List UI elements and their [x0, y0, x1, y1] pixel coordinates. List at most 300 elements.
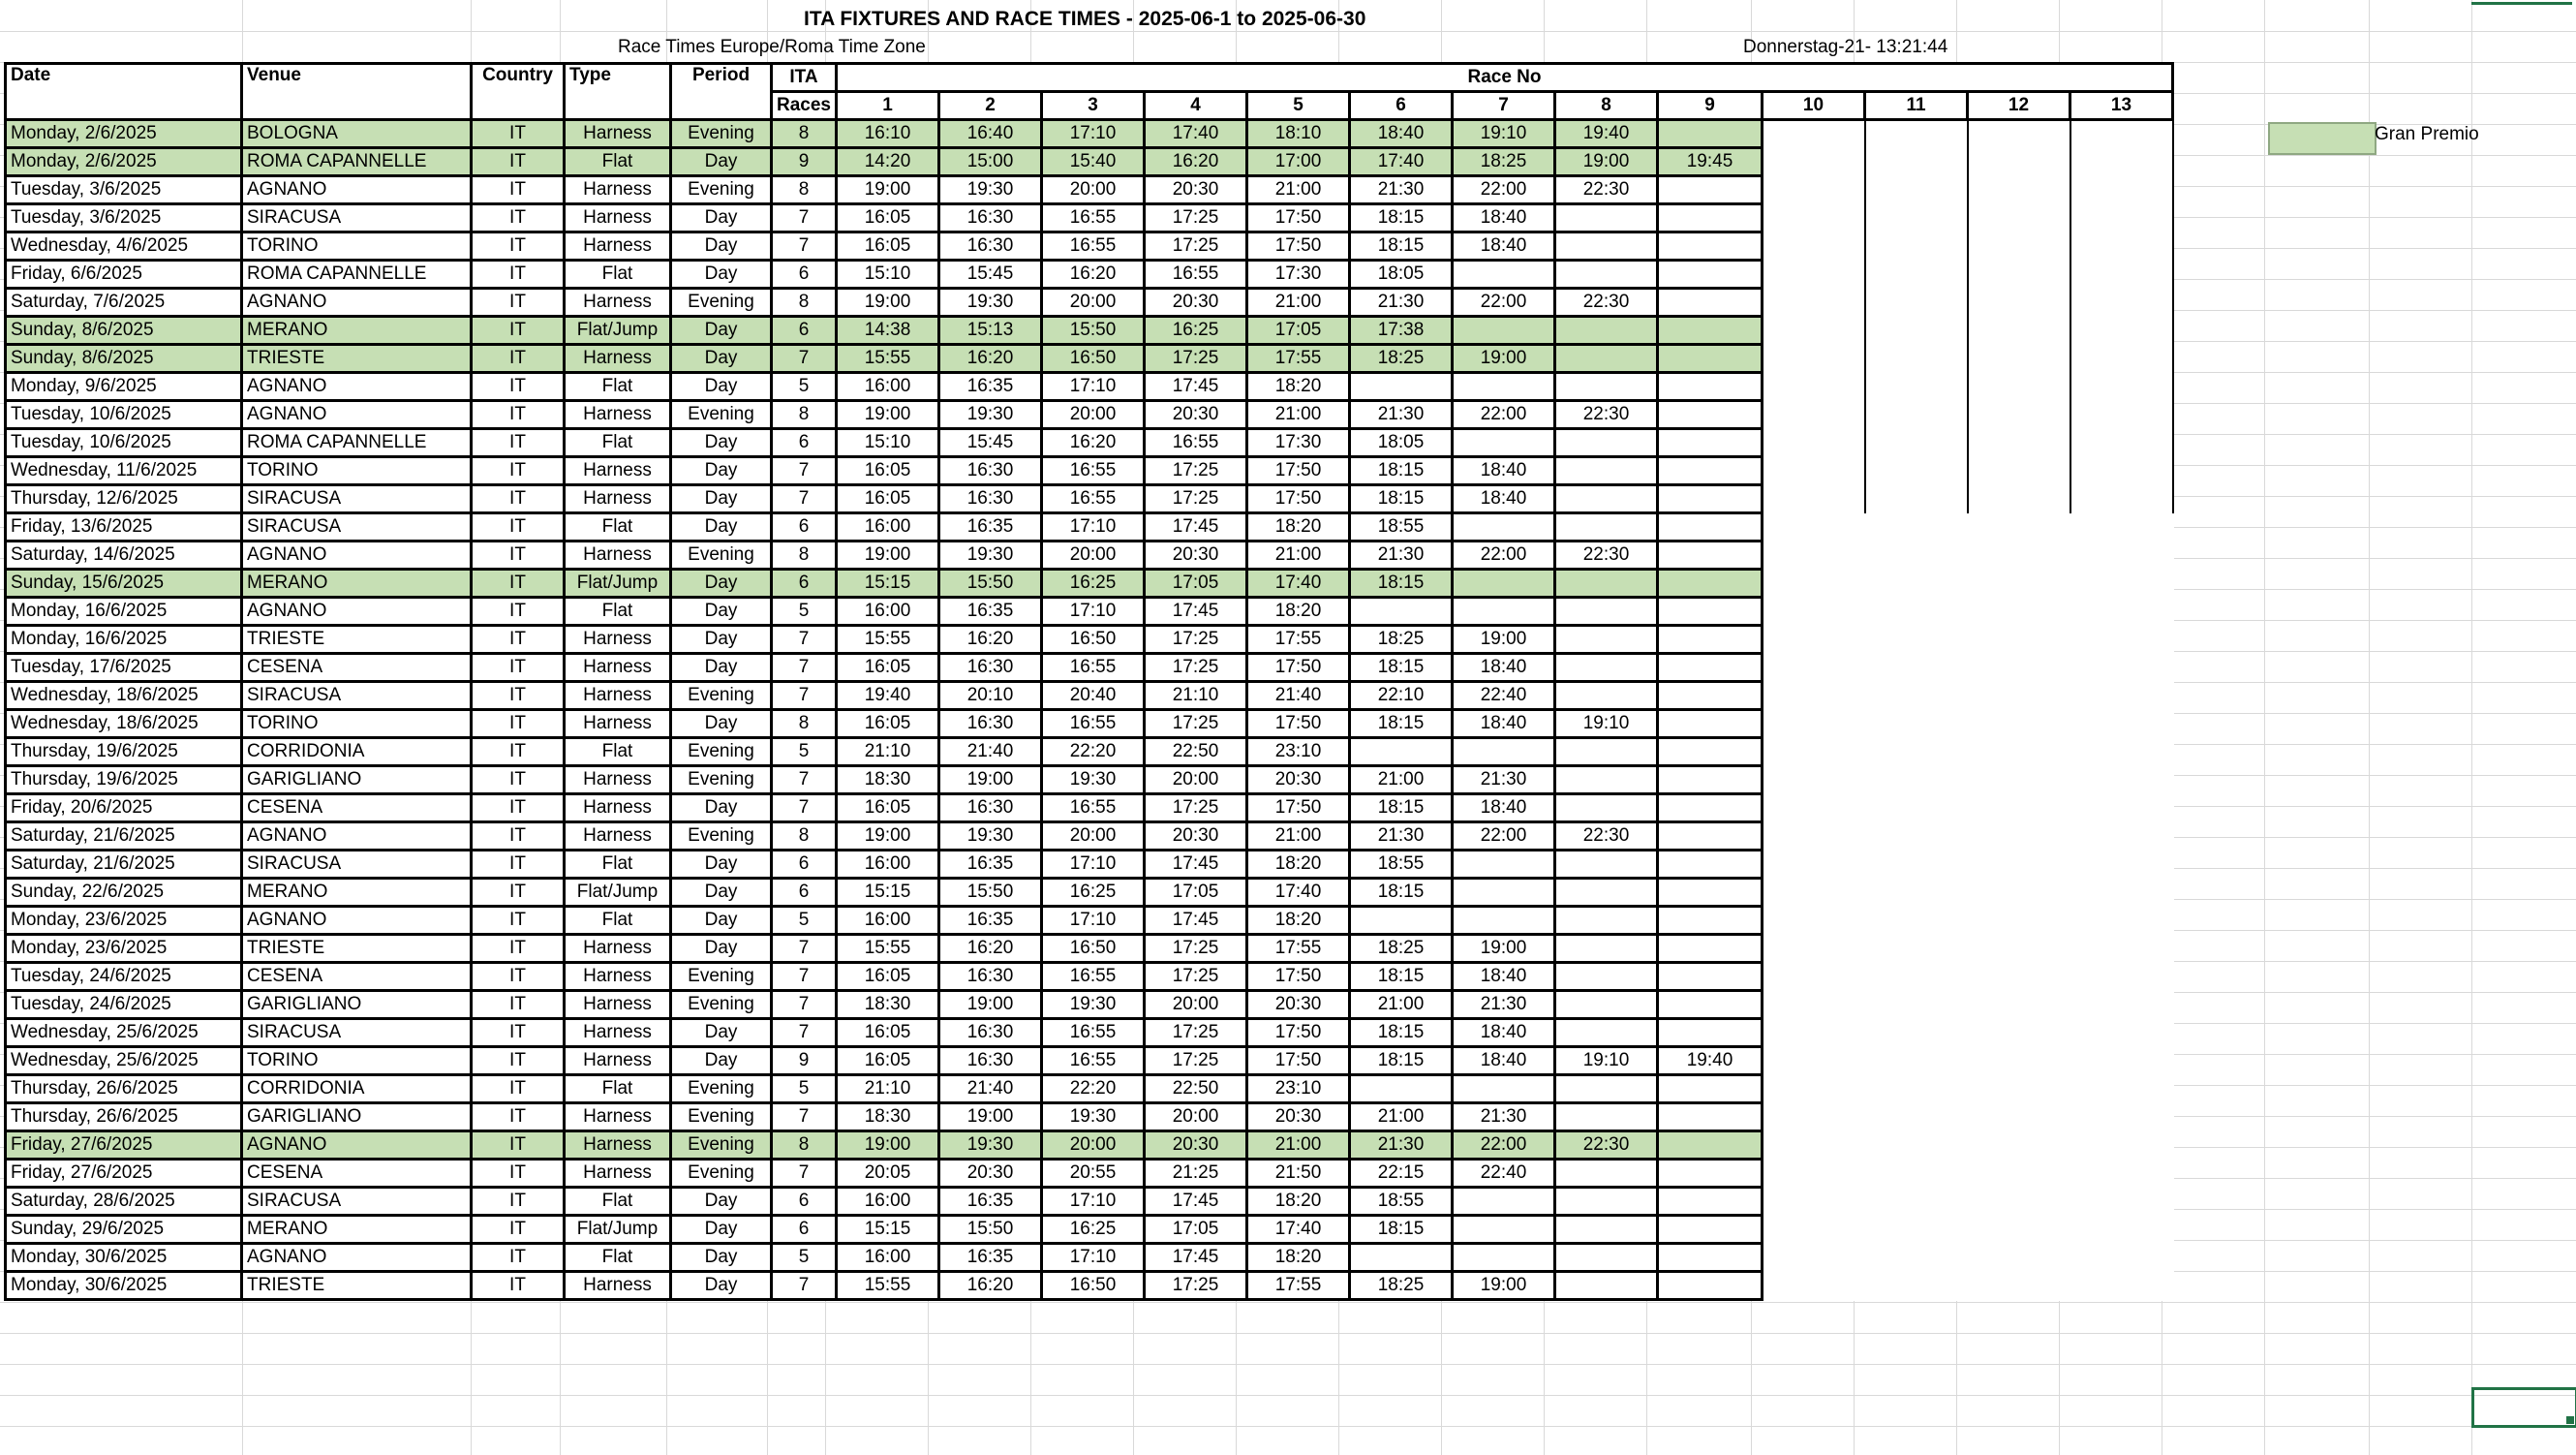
- race-time-cell[interactable]: 18:20: [1247, 907, 1350, 935]
- type-cell[interactable]: Harness: [565, 963, 671, 991]
- venue-cell[interactable]: AGNANO: [242, 1131, 472, 1160]
- race-time-cell[interactable]: 19:00: [837, 289, 939, 317]
- empty-race-cell[interactable]: [1968, 401, 2070, 429]
- type-cell[interactable]: Flat/Jump: [565, 570, 671, 598]
- empty-race-cell[interactable]: [1763, 1244, 1865, 1272]
- empty-race-cell[interactable]: [1968, 851, 2070, 879]
- races-cell[interactable]: 7: [772, 345, 837, 373]
- race-time-cell[interactable]: 16:35: [939, 1244, 1042, 1272]
- races-cell[interactable]: 9: [772, 148, 837, 176]
- empty-race-cell[interactable]: [1968, 1047, 2070, 1075]
- empty-race-cell[interactable]: [1968, 766, 2070, 794]
- race-time-cell[interactable]: 18:55: [1350, 851, 1453, 879]
- venue-cell[interactable]: ROMA CAPANNELLE: [242, 148, 472, 176]
- header-race-3[interactable]: 3: [1042, 92, 1145, 120]
- race-time-cell[interactable]: [1658, 1216, 1763, 1244]
- race-time-cell[interactable]: 16:55: [1042, 232, 1145, 261]
- race-time-cell[interactable]: [1453, 373, 1555, 401]
- country-cell[interactable]: IT: [472, 879, 565, 907]
- empty-race-cell[interactable]: [1865, 710, 1968, 738]
- race-time-cell[interactable]: 17:10: [1042, 851, 1145, 879]
- race-time-cell[interactable]: 16:10: [837, 120, 939, 148]
- race-time-cell[interactable]: 21:00: [1247, 289, 1350, 317]
- header-races[interactable]: Races: [772, 92, 837, 120]
- country-cell[interactable]: IT: [472, 598, 565, 626]
- race-time-cell[interactable]: 16:20: [939, 1272, 1042, 1300]
- race-time-cell[interactable]: [1453, 1244, 1555, 1272]
- period-cell[interactable]: Day: [671, 879, 772, 907]
- country-cell[interactable]: IT: [472, 1019, 565, 1047]
- race-time-cell[interactable]: 18:55: [1350, 1188, 1453, 1216]
- race-time-cell[interactable]: [1350, 1244, 1453, 1272]
- race-time-cell[interactable]: [1453, 570, 1555, 598]
- empty-race-cell[interactable]: [1865, 963, 1968, 991]
- sheet-subtitle[interactable]: Race Times Europe/Roma Time Zone: [618, 37, 926, 57]
- date-cell[interactable]: Wednesday, 4/6/2025: [6, 232, 242, 261]
- header-race-12[interactable]: 12: [1968, 92, 2070, 120]
- type-cell[interactable]: Flat/Jump: [565, 1216, 671, 1244]
- race-time-cell[interactable]: 21:00: [1350, 1103, 1453, 1131]
- race-time-cell[interactable]: [1350, 373, 1453, 401]
- race-time-cell[interactable]: [1453, 1188, 1555, 1216]
- race-time-cell[interactable]: [1555, 429, 1658, 457]
- empty-race-cell[interactable]: [1865, 598, 1968, 626]
- race-time-cell[interactable]: 22:30: [1555, 289, 1658, 317]
- venue-cell[interactable]: ROMA CAPANNELLE: [242, 429, 472, 457]
- race-time-cell[interactable]: 20:30: [1247, 766, 1350, 794]
- country-cell[interactable]: IT: [472, 654, 565, 682]
- race-time-cell[interactable]: [1555, 1216, 1658, 1244]
- race-time-cell[interactable]: 22:30: [1555, 822, 1658, 851]
- empty-race-cell[interactable]: [1865, 570, 1968, 598]
- race-time-cell[interactable]: 17:10: [1042, 598, 1145, 626]
- empty-race-cell[interactable]: [1968, 907, 2070, 935]
- race-time-cell[interactable]: [1658, 991, 1763, 1019]
- period-cell[interactable]: Day: [671, 1216, 772, 1244]
- period-cell[interactable]: Day: [671, 1019, 772, 1047]
- header-race-no[interactable]: Race No: [837, 64, 2173, 92]
- period-cell[interactable]: Day: [671, 654, 772, 682]
- race-time-cell[interactable]: [1658, 851, 1763, 879]
- race-time-cell[interactable]: 21:10: [837, 1075, 939, 1103]
- race-time-cell[interactable]: 18:15: [1350, 654, 1453, 682]
- country-cell[interactable]: IT: [472, 204, 565, 232]
- race-time-cell[interactable]: 16:25: [1042, 879, 1145, 907]
- empty-race-cell[interactable]: [1865, 1216, 1968, 1244]
- period-cell[interactable]: Evening: [671, 991, 772, 1019]
- date-cell[interactable]: Sunday, 29/6/2025: [6, 1216, 242, 1244]
- race-time-cell[interactable]: [1453, 429, 1555, 457]
- empty-race-cell[interactable]: [1865, 373, 1968, 401]
- race-time-cell[interactable]: 16:55: [1042, 710, 1145, 738]
- race-time-cell[interactable]: 20:00: [1042, 1131, 1145, 1160]
- empty-race-cell[interactable]: [1763, 204, 1865, 232]
- race-time-cell[interactable]: 16:30: [939, 794, 1042, 822]
- race-time-cell[interactable]: 17:00: [1247, 148, 1350, 176]
- empty-race-cell[interactable]: [1865, 682, 1968, 710]
- empty-race-cell[interactable]: [2070, 822, 2173, 851]
- race-time-cell[interactable]: 17:25: [1145, 1272, 1247, 1300]
- race-time-cell[interactable]: 21:00: [1247, 401, 1350, 429]
- country-cell[interactable]: IT: [472, 851, 565, 879]
- race-time-cell[interactable]: 19:30: [939, 1131, 1042, 1160]
- date-cell[interactable]: Thursday, 26/6/2025: [6, 1103, 242, 1131]
- empty-race-cell[interactable]: [1968, 373, 2070, 401]
- empty-race-cell[interactable]: [1865, 232, 1968, 261]
- race-time-cell[interactable]: 20:00: [1042, 289, 1145, 317]
- race-time-cell[interactable]: 15:15: [837, 879, 939, 907]
- type-cell[interactable]: Harness: [565, 822, 671, 851]
- race-time-cell[interactable]: 18:15: [1350, 570, 1453, 598]
- type-cell[interactable]: Flat: [565, 1075, 671, 1103]
- race-time-cell[interactable]: 18:25: [1453, 148, 1555, 176]
- race-time-cell[interactable]: [1555, 626, 1658, 654]
- empty-race-cell[interactable]: [1968, 1019, 2070, 1047]
- race-time-cell[interactable]: 22:30: [1555, 176, 1658, 204]
- date-cell[interactable]: Sunday, 22/6/2025: [6, 879, 242, 907]
- race-time-cell[interactable]: 17:10: [1042, 1188, 1145, 1216]
- country-cell[interactable]: IT: [472, 401, 565, 429]
- venue-cell[interactable]: TRIESTE: [242, 1272, 472, 1300]
- empty-race-cell[interactable]: [1865, 935, 1968, 963]
- header-country[interactable]: Country: [472, 64, 565, 120]
- race-time-cell[interactable]: [1555, 935, 1658, 963]
- country-cell[interactable]: IT: [472, 1075, 565, 1103]
- date-cell[interactable]: Monday, 2/6/2025: [6, 148, 242, 176]
- race-time-cell[interactable]: 16:05: [837, 204, 939, 232]
- type-cell[interactable]: Harness: [565, 991, 671, 1019]
- date-cell[interactable]: Tuesday, 24/6/2025: [6, 991, 242, 1019]
- empty-race-cell[interactable]: [1968, 598, 2070, 626]
- race-time-cell[interactable]: 16:55: [1042, 1019, 1145, 1047]
- empty-race-cell[interactable]: [1968, 654, 2070, 682]
- race-time-cell[interactable]: 18:15: [1350, 1216, 1453, 1244]
- race-time-cell[interactable]: 16:00: [837, 1188, 939, 1216]
- race-time-cell[interactable]: [1555, 345, 1658, 373]
- race-time-cell[interactable]: [1658, 794, 1763, 822]
- races-cell[interactable]: 5: [772, 1244, 837, 1272]
- races-cell[interactable]: 6: [772, 1216, 837, 1244]
- race-time-cell[interactable]: 18:15: [1350, 204, 1453, 232]
- header-type[interactable]: Type: [565, 64, 671, 120]
- race-time-cell[interactable]: 17:45: [1145, 907, 1247, 935]
- race-time-cell[interactable]: 21:00: [1247, 542, 1350, 570]
- race-time-cell[interactable]: [1658, 373, 1763, 401]
- date-cell[interactable]: Wednesday, 11/6/2025: [6, 457, 242, 485]
- race-time-cell[interactable]: 15:55: [837, 345, 939, 373]
- race-time-cell[interactable]: 16:35: [939, 513, 1042, 542]
- race-time-cell[interactable]: 16:05: [837, 457, 939, 485]
- empty-race-cell[interactable]: [2070, 485, 2173, 513]
- race-time-cell[interactable]: 21:40: [939, 738, 1042, 766]
- period-cell[interactable]: Evening: [671, 1160, 772, 1188]
- header-race-6[interactable]: 6: [1350, 92, 1453, 120]
- race-time-cell[interactable]: [1658, 261, 1763, 289]
- race-time-cell[interactable]: 16:20: [939, 935, 1042, 963]
- race-time-cell[interactable]: [1350, 1075, 1453, 1103]
- venue-cell[interactable]: AGNANO: [242, 907, 472, 935]
- empty-race-cell[interactable]: [2070, 289, 2173, 317]
- type-cell[interactable]: Harness: [565, 935, 671, 963]
- type-cell[interactable]: Harness: [565, 1131, 671, 1160]
- race-time-cell[interactable]: [1658, 457, 1763, 485]
- race-time-cell[interactable]: [1555, 682, 1658, 710]
- races-cell[interactable]: 7: [772, 1019, 837, 1047]
- empty-race-cell[interactable]: [1763, 963, 1865, 991]
- country-cell[interactable]: IT: [472, 176, 565, 204]
- country-cell[interactable]: IT: [472, 232, 565, 261]
- date-cell[interactable]: Monday, 23/6/2025: [6, 907, 242, 935]
- races-cell[interactable]: 7: [772, 232, 837, 261]
- race-time-cell[interactable]: 15:13: [939, 317, 1042, 345]
- empty-race-cell[interactable]: [1763, 654, 1865, 682]
- race-time-cell[interactable]: 16:00: [837, 1244, 939, 1272]
- race-time-cell[interactable]: 15:00: [939, 148, 1042, 176]
- empty-race-cell[interactable]: [1865, 429, 1968, 457]
- empty-race-cell[interactable]: [2070, 204, 2173, 232]
- race-time-cell[interactable]: [1658, 879, 1763, 907]
- race-time-cell[interactable]: 16:55: [1042, 963, 1145, 991]
- empty-race-cell[interactable]: [1968, 1160, 2070, 1188]
- empty-race-cell[interactable]: [1763, 626, 1865, 654]
- empty-race-cell[interactable]: [2070, 513, 2173, 542]
- type-cell[interactable]: Flat: [565, 148, 671, 176]
- empty-race-cell[interactable]: [1763, 1160, 1865, 1188]
- empty-race-cell[interactable]: [1763, 289, 1865, 317]
- empty-race-cell[interactable]: [1763, 373, 1865, 401]
- venue-cell[interactable]: CESENA: [242, 1160, 472, 1188]
- race-time-cell[interactable]: 16:00: [837, 851, 939, 879]
- race-time-cell[interactable]: 17:25: [1145, 935, 1247, 963]
- races-cell[interactable]: 8: [772, 401, 837, 429]
- country-cell[interactable]: IT: [472, 907, 565, 935]
- empty-race-cell[interactable]: [1968, 317, 2070, 345]
- races-cell[interactable]: 8: [772, 710, 837, 738]
- race-time-cell[interactable]: 18:15: [1350, 1047, 1453, 1075]
- race-time-cell[interactable]: [1658, 542, 1763, 570]
- empty-race-cell[interactable]: [1763, 879, 1865, 907]
- race-time-cell[interactable]: 20:10: [939, 682, 1042, 710]
- race-time-cell[interactable]: 18:25: [1350, 345, 1453, 373]
- type-cell[interactable]: Harness: [565, 542, 671, 570]
- type-cell[interactable]: Flat: [565, 907, 671, 935]
- race-time-cell[interactable]: [1658, 289, 1763, 317]
- country-cell[interactable]: IT: [472, 373, 565, 401]
- races-cell[interactable]: 9: [772, 1047, 837, 1075]
- race-time-cell[interactable]: 19:30: [939, 176, 1042, 204]
- country-cell[interactable]: IT: [472, 991, 565, 1019]
- race-time-cell[interactable]: 22:00: [1453, 176, 1555, 204]
- period-cell[interactable]: Day: [671, 710, 772, 738]
- empty-race-cell[interactable]: [1968, 879, 2070, 907]
- empty-race-cell[interactable]: [1968, 935, 2070, 963]
- race-time-cell[interactable]: 16:05: [837, 1047, 939, 1075]
- country-cell[interactable]: IT: [472, 935, 565, 963]
- race-time-cell[interactable]: 19:40: [837, 682, 939, 710]
- empty-race-cell[interactable]: [2070, 317, 2173, 345]
- race-time-cell[interactable]: 16:00: [837, 513, 939, 542]
- country-cell[interactable]: IT: [472, 120, 565, 148]
- race-time-cell[interactable]: 16:05: [837, 963, 939, 991]
- race-time-cell[interactable]: 21:00: [1247, 822, 1350, 851]
- race-time-cell[interactable]: 19:45: [1658, 148, 1763, 176]
- race-time-cell[interactable]: [1658, 1244, 1763, 1272]
- race-time-cell[interactable]: 17:10: [1042, 120, 1145, 148]
- empty-race-cell[interactable]: [1763, 710, 1865, 738]
- header-race-4[interactable]: 4: [1145, 92, 1247, 120]
- date-cell[interactable]: Monday, 30/6/2025: [6, 1244, 242, 1272]
- empty-race-cell[interactable]: [2070, 457, 2173, 485]
- race-time-cell[interactable]: 21:40: [939, 1075, 1042, 1103]
- empty-race-cell[interactable]: [1763, 598, 1865, 626]
- date-cell[interactable]: Saturday, 28/6/2025: [6, 1188, 242, 1216]
- type-cell[interactable]: Flat: [565, 373, 671, 401]
- type-cell[interactable]: Harness: [565, 289, 671, 317]
- type-cell[interactable]: Harness: [565, 345, 671, 373]
- empty-race-cell[interactable]: [1865, 542, 1968, 570]
- race-time-cell[interactable]: [1453, 317, 1555, 345]
- race-time-cell[interactable]: 20:30: [939, 1160, 1042, 1188]
- race-time-cell[interactable]: [1555, 1244, 1658, 1272]
- empty-race-cell[interactable]: [2070, 710, 2173, 738]
- race-time-cell[interactable]: [1555, 1075, 1658, 1103]
- race-time-cell[interactable]: 17:05: [1247, 317, 1350, 345]
- country-cell[interactable]: IT: [472, 317, 565, 345]
- race-time-cell[interactable]: 18:15: [1350, 485, 1453, 513]
- selected-cell[interactable]: [2471, 1387, 2576, 1428]
- race-time-cell[interactable]: [1658, 682, 1763, 710]
- race-time-cell[interactable]: 19:00: [837, 822, 939, 851]
- empty-race-cell[interactable]: [2070, 1160, 2173, 1188]
- race-time-cell[interactable]: [1555, 598, 1658, 626]
- empty-race-cell[interactable]: [1763, 345, 1865, 373]
- venue-cell[interactable]: MERANO: [242, 317, 472, 345]
- country-cell[interactable]: IT: [472, 345, 565, 373]
- race-time-cell[interactable]: 22:40: [1453, 682, 1555, 710]
- empty-race-cell[interactable]: [1865, 513, 1968, 542]
- header-date[interactable]: Date: [6, 64, 242, 120]
- header-race-5[interactable]: 5: [1247, 92, 1350, 120]
- race-time-cell[interactable]: 23:10: [1247, 1075, 1350, 1103]
- timestamp[interactable]: Donnerstag-21- 13:21:44: [1743, 37, 1948, 57]
- race-time-cell[interactable]: 16:30: [939, 654, 1042, 682]
- country-cell[interactable]: IT: [472, 794, 565, 822]
- race-time-cell[interactable]: 22:00: [1453, 542, 1555, 570]
- race-time-cell[interactable]: [1350, 738, 1453, 766]
- empty-race-cell[interactable]: [1968, 963, 2070, 991]
- period-cell[interactable]: Day: [671, 907, 772, 935]
- country-cell[interactable]: IT: [472, 822, 565, 851]
- race-time-cell[interactable]: 19:40: [1658, 1047, 1763, 1075]
- race-time-cell[interactable]: 18:20: [1247, 373, 1350, 401]
- venue-cell[interactable]: TRIESTE: [242, 345, 472, 373]
- header-race-10[interactable]: 10: [1763, 92, 1865, 120]
- header-venue[interactable]: Venue: [242, 64, 472, 120]
- race-time-cell[interactable]: 21:00: [1247, 1131, 1350, 1160]
- type-cell[interactable]: Harness: [565, 401, 671, 429]
- race-time-cell[interactable]: 16:55: [1145, 261, 1247, 289]
- race-time-cell[interactable]: 17:45: [1145, 513, 1247, 542]
- race-time-cell[interactable]: 14:38: [837, 317, 939, 345]
- race-time-cell[interactable]: 16:30: [939, 963, 1042, 991]
- race-time-cell[interactable]: 21:30: [1350, 542, 1453, 570]
- race-time-cell[interactable]: [1658, 710, 1763, 738]
- race-time-cell[interactable]: 21:10: [837, 738, 939, 766]
- race-time-cell[interactable]: [1658, 485, 1763, 513]
- race-time-cell[interactable]: 15:50: [939, 570, 1042, 598]
- type-cell[interactable]: Flat: [565, 1188, 671, 1216]
- races-cell[interactable]: 8: [772, 1131, 837, 1160]
- race-time-cell[interactable]: [1555, 1188, 1658, 1216]
- empty-race-cell[interactable]: [1865, 1047, 1968, 1075]
- race-time-cell[interactable]: 22:00: [1453, 822, 1555, 851]
- empty-race-cell[interactable]: [2070, 1272, 2173, 1300]
- race-time-cell[interactable]: 16:55: [1042, 654, 1145, 682]
- race-time-cell[interactable]: 18:40: [1453, 457, 1555, 485]
- venue-cell[interactable]: AGNANO: [242, 822, 472, 851]
- venue-cell[interactable]: CESENA: [242, 963, 472, 991]
- period-cell[interactable]: Day: [671, 1188, 772, 1216]
- races-cell[interactable]: 7: [772, 794, 837, 822]
- race-time-cell[interactable]: [1453, 261, 1555, 289]
- period-cell[interactable]: Evening: [671, 822, 772, 851]
- empty-race-cell[interactable]: [1763, 738, 1865, 766]
- empty-race-cell[interactable]: [1865, 766, 1968, 794]
- race-time-cell[interactable]: 17:50: [1247, 654, 1350, 682]
- empty-race-cell[interactable]: [1968, 1216, 2070, 1244]
- header-period[interactable]: Period: [671, 64, 772, 120]
- race-time-cell[interactable]: 20:00: [1042, 822, 1145, 851]
- race-time-cell[interactable]: 21:00: [1350, 991, 1453, 1019]
- race-time-cell[interactable]: 16:20: [1042, 429, 1145, 457]
- venue-cell[interactable]: BOLOGNA: [242, 120, 472, 148]
- race-time-cell[interactable]: 15:40: [1042, 148, 1145, 176]
- type-cell[interactable]: Harness: [565, 485, 671, 513]
- race-time-cell[interactable]: [1658, 1188, 1763, 1216]
- race-time-cell[interactable]: 18:30: [837, 1103, 939, 1131]
- venue-cell[interactable]: GARIGLIANO: [242, 766, 472, 794]
- races-cell[interactable]: 5: [772, 598, 837, 626]
- empty-race-cell[interactable]: [2070, 401, 2173, 429]
- race-time-cell[interactable]: 17:25: [1145, 204, 1247, 232]
- race-time-cell[interactable]: 17:25: [1145, 1019, 1247, 1047]
- venue-cell[interactable]: TORINO: [242, 710, 472, 738]
- venue-cell[interactable]: AGNANO: [242, 542, 472, 570]
- race-time-cell[interactable]: [1555, 373, 1658, 401]
- race-time-cell[interactable]: 18:15: [1350, 879, 1453, 907]
- race-time-cell[interactable]: 15:55: [837, 1272, 939, 1300]
- race-time-cell[interactable]: 16:05: [837, 654, 939, 682]
- race-time-cell[interactable]: 21:30: [1453, 1103, 1555, 1131]
- venue-cell[interactable]: SIRACUSA: [242, 1019, 472, 1047]
- type-cell[interactable]: Harness: [565, 1272, 671, 1300]
- date-cell[interactable]: Friday, 27/6/2025: [6, 1131, 242, 1160]
- period-cell[interactable]: Evening: [671, 963, 772, 991]
- empty-race-cell[interactable]: [1865, 907, 1968, 935]
- type-cell[interactable]: Flat: [565, 851, 671, 879]
- races-cell[interactable]: 8: [772, 822, 837, 851]
- race-time-cell[interactable]: 22:15: [1350, 1160, 1453, 1188]
- race-time-cell[interactable]: [1658, 345, 1763, 373]
- race-time-cell[interactable]: [1658, 935, 1763, 963]
- country-cell[interactable]: IT: [472, 1131, 565, 1160]
- country-cell[interactable]: IT: [472, 148, 565, 176]
- period-cell[interactable]: Evening: [671, 120, 772, 148]
- race-time-cell[interactable]: 18:25: [1350, 626, 1453, 654]
- empty-race-cell[interactable]: [2070, 1103, 2173, 1131]
- venue-cell[interactable]: AGNANO: [242, 373, 472, 401]
- period-cell[interactable]: Evening: [671, 1075, 772, 1103]
